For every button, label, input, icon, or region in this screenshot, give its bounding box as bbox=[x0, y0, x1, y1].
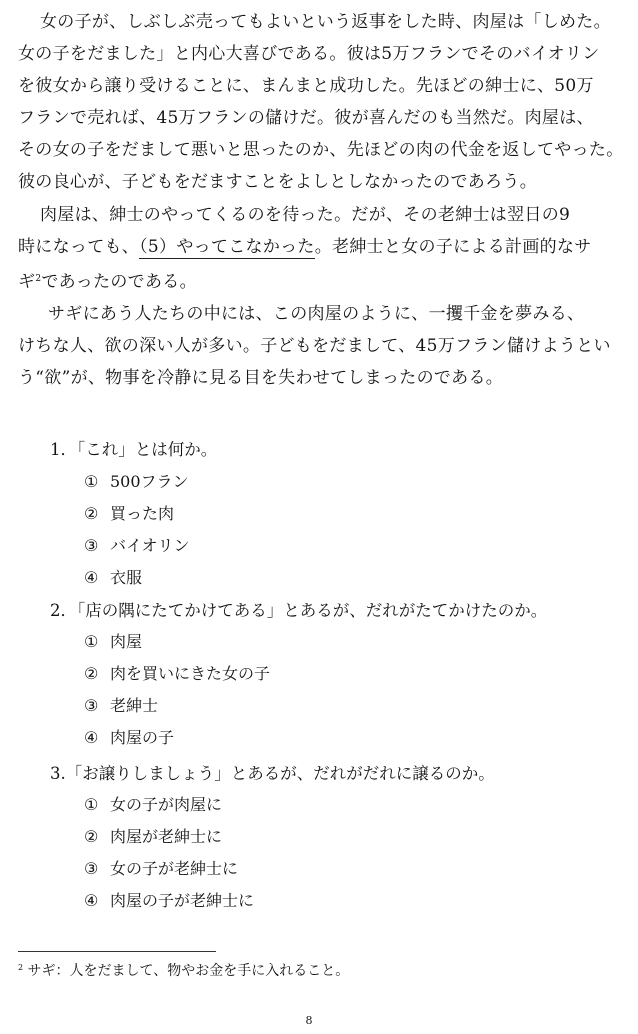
option-mark: ④ bbox=[84, 728, 99, 747]
paragraph-3-line: けちな人、欲の深い人が多い。子どもをだまして、45万フラン儲けようとい bbox=[18, 336, 611, 356]
option-text: 衣服 bbox=[110, 568, 143, 587]
option-text: 老紳士 bbox=[110, 696, 159, 715]
option-mark: ① bbox=[84, 472, 99, 491]
option-text: バイオリン bbox=[110, 536, 190, 555]
paragraph-3-line: う“欲”が、物事を冷静に見る目を失わせてしまったのである。 bbox=[18, 368, 504, 388]
option-mark: ② bbox=[84, 827, 99, 846]
question-3-option-4 bbox=[84, 888, 254, 911]
option-mark: ② bbox=[84, 504, 99, 523]
question-text: 「店の隅にたてかけてある」とあるが、だれがたてかけたのか。 bbox=[77, 601, 548, 620]
option-text: 肉屋の子が老紳士に bbox=[110, 891, 255, 910]
option-mark: ③ bbox=[84, 696, 99, 715]
paragraph-3 bbox=[18, 298, 618, 394]
option-mark: ④ bbox=[84, 891, 99, 910]
question-2-option-4 bbox=[84, 725, 174, 748]
paragraph-1-line: その女の子をだまして悪いと思ったのか、先ほどの肉の代金を返してやった。 bbox=[18, 140, 624, 160]
paragraph-2-line: 肉屋は、紳士のやってくるのを待った。だが、その老紳士は翌日の9 bbox=[40, 205, 571, 225]
option-text: 買った肉 bbox=[110, 504, 175, 523]
question-1-option-3 bbox=[84, 533, 190, 556]
question-2 bbox=[50, 597, 547, 621]
option-mark: ④ bbox=[84, 568, 99, 587]
question-1-option-1 bbox=[84, 469, 189, 492]
question-number: 1． bbox=[50, 440, 77, 459]
option-mark: ③ bbox=[84, 536, 99, 555]
option-text: 肉屋 bbox=[110, 632, 143, 651]
paragraph-1-line: 女の子が、しぶしぶ売ってもよいという返事をした時、肉屋は「しめた。 bbox=[40, 12, 611, 32]
question-number: 3. bbox=[50, 764, 66, 783]
page-number: 8 bbox=[305, 1014, 313, 1027]
question-text: 「これ」とは何か。 bbox=[77, 440, 218, 459]
question-3-option-1 bbox=[84, 792, 222, 815]
option-text: 500フラン bbox=[110, 472, 189, 491]
question-3-option-2 bbox=[84, 824, 222, 847]
paragraph-1-line: を彼女から譲り受けることに、まんまと成功した。先ほどの紳士に、50万 bbox=[18, 76, 594, 96]
option-text: 肉屋の子 bbox=[110, 728, 175, 747]
question-2-option-3 bbox=[84, 693, 158, 716]
footnote-reference: 2 bbox=[35, 274, 42, 284]
option-mark: ① bbox=[84, 632, 99, 651]
option-mark: ① bbox=[84, 795, 99, 814]
paragraph-1-line: 女の子をだました」と内心大喜びである。彼は5万フランでそのバイオリン bbox=[18, 44, 600, 64]
question-1 bbox=[50, 436, 217, 460]
paragraph-3-line: サギにあう人たちの中には、この肉屋のように、一攫千金を夢みる、 bbox=[48, 304, 585, 324]
option-text: 女の子が老紳士に bbox=[110, 859, 239, 878]
paragraph-2-text: ギ bbox=[18, 272, 36, 292]
paragraph-2-text: 時になっても、 bbox=[18, 237, 140, 257]
question-3-option-3 bbox=[84, 856, 238, 879]
option-mark: ② bbox=[84, 664, 99, 683]
paragraph-1-line: フランで売れば、45万フランの儲けだ。彼が喜んだのも当然だ。肉屋は、 bbox=[18, 108, 594, 128]
footnote-text: サギ：人をだまして、物やお金を手に入れること。 bbox=[27, 963, 350, 979]
question-1-option-4 bbox=[84, 565, 142, 588]
paragraph-2-text: であったのである。 bbox=[41, 272, 197, 292]
option-text: 肉を買いにきた女の子 bbox=[110, 664, 271, 683]
question-number: 2． bbox=[50, 601, 77, 620]
question-2-option-1 bbox=[84, 629, 142, 652]
question-1-option-2 bbox=[84, 501, 174, 524]
footnote-divider bbox=[18, 951, 216, 952]
paragraph-2 bbox=[18, 199, 618, 298]
paragraph-1-line: 彼の良心が、子どもをだますことをよしとしなかったのであろう。 bbox=[18, 172, 537, 192]
footnote-mark: 2 bbox=[18, 963, 24, 972]
question-3 bbox=[50, 760, 495, 784]
option-text: 女の子が肉屋に bbox=[110, 795, 223, 814]
footnote bbox=[18, 960, 349, 980]
paragraph-2-text: 。老紳士と女の子による計画的なサ bbox=[314, 237, 592, 257]
paragraph-1 bbox=[18, 6, 624, 198]
option-text: 肉屋が老紳士に bbox=[110, 827, 223, 846]
option-mark: ③ bbox=[84, 859, 99, 878]
question-2-option-2 bbox=[84, 661, 270, 684]
paragraph-2-line bbox=[18, 263, 618, 298]
paragraph-2-line bbox=[18, 231, 618, 263]
underlined-phrase-5: （5）やってこなかった bbox=[139, 237, 315, 257]
question-text: 「お譲りしましょう」とあるが、だれがだれに譲るのか。 bbox=[65, 764, 495, 783]
